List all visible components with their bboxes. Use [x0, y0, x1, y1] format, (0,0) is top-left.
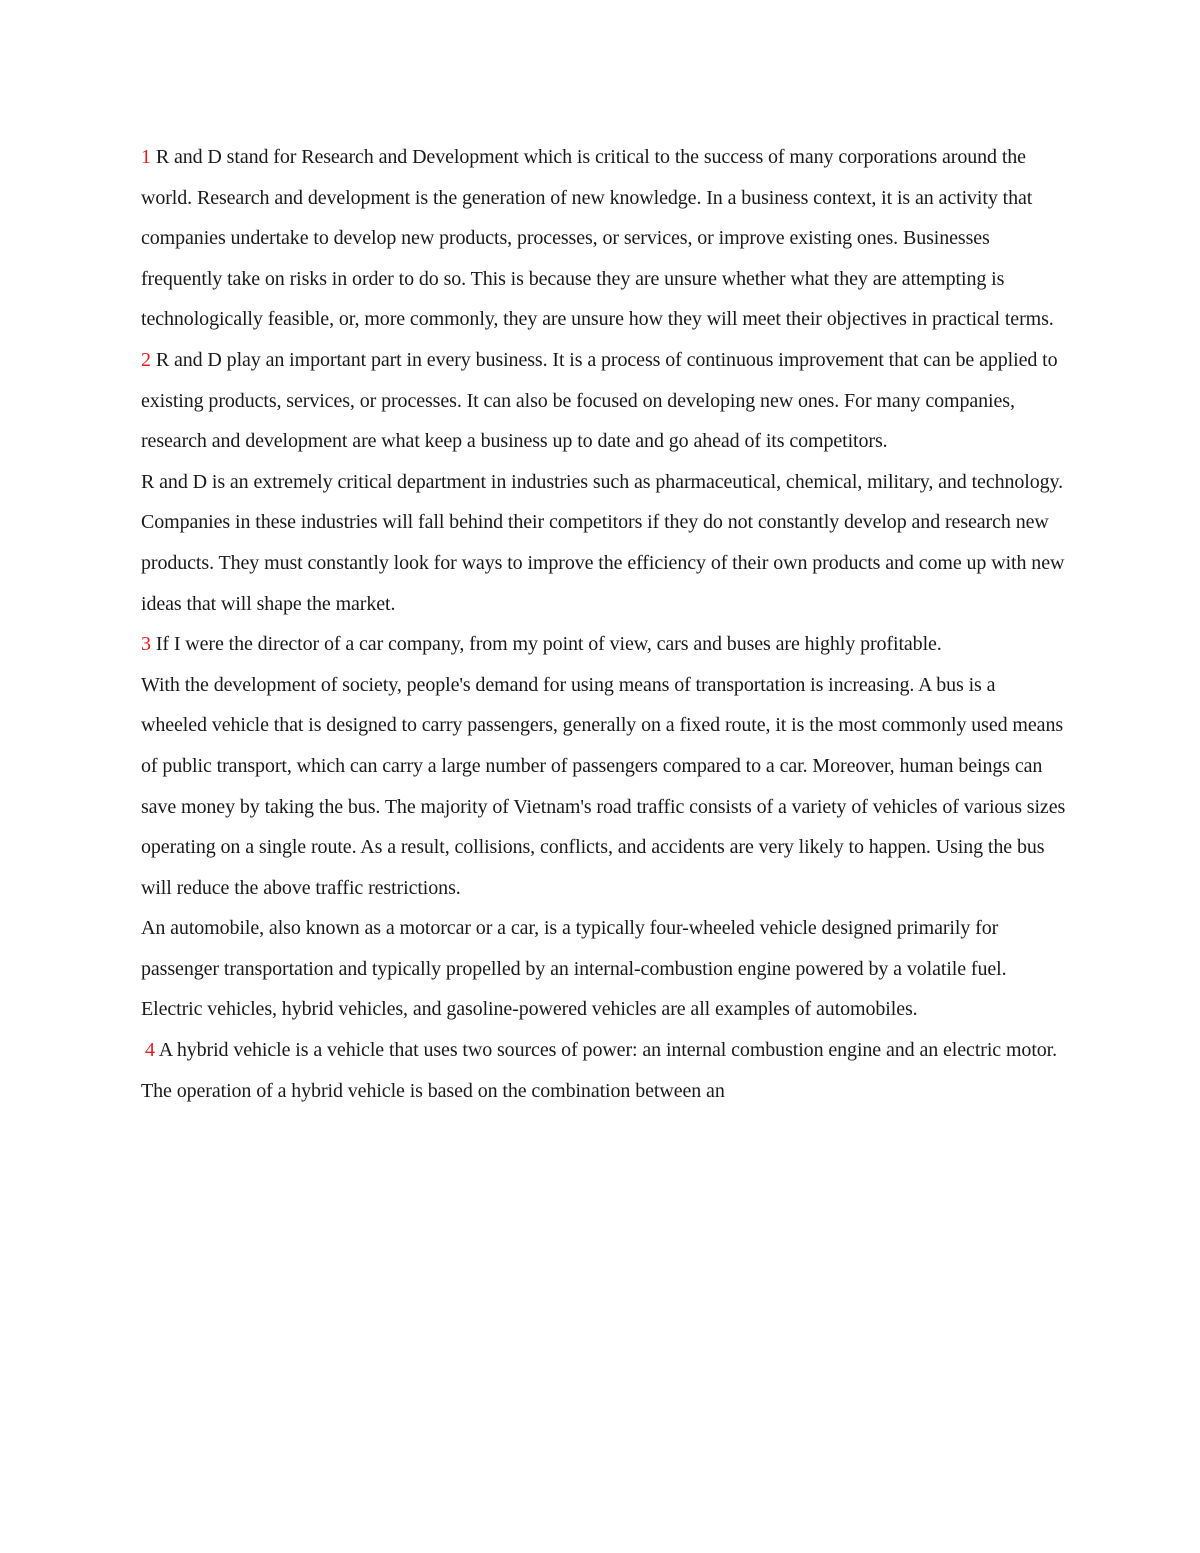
paragraph-7: [141, 1030, 1066, 1111]
paragraph-text: R and D stand for Research and Development which is critical to the success of many corporations around the world. Research and development is the generation of new knowledge. In a business context, it is an activity that companies undertake to develop new products, processes, or services, or improve existing ones. Businesses frequently take on risks in order to do so. This is because they are unsure whether what they are attempting is technologically feasible, or, more commonly, they are unsure how they will meet their objectives in practical terms.: [141, 146, 1054, 331]
paragraph-3: [141, 462, 1066, 624]
paragraph-text: An automobile, also known as a motorcar or a car, is a typically four-wheeled vehicle designed primarily for passenger transportation and typically propelled by an internal-combustion engine powered by a volatile fuel. Electric vehicles, hybrid vehicles, and gasoline-powered vehicles are all examples of automobiles.: [141, 917, 1007, 1021]
section-number-3: 3: [141, 633, 151, 656]
paragraph-4: [141, 624, 1066, 665]
paragraph-6: [141, 908, 1066, 1030]
paragraph-1: [141, 137, 1066, 340]
paragraph-text: With the development of society, people's demand for using means of transportation is increasing. A bus is a wheeled vehicle that is designed to carry passengers, generally on a fixed route, it is the most commonly used means of public transport, which can carry a large number of passengers compared to a car. Moreover, human beings can save money by taking the bus. The majority of Vietnam's road traffic consists of a variety of vehicles of various sizes operating on a single route. As a result, collisions, conflicts, and accidents are very likely to happen. Using the bus will reduce the above traffic restrictions.: [141, 673, 1066, 899]
section-number-1: 1: [141, 146, 151, 168]
paragraph-text: A hybrid vehicle is a vehicle that uses two sources of power: an internal combustion engine and an electric motor. The operation of a hybrid vehicle is based on the combination between an: [141, 1039, 1058, 1102]
paragraph-text: R and D is an extremely critical department in industries such as pharmaceutical, chemical, military, and technology. Companies in these industries will fall behind their competitors if they do not constantly develop and research new products. They must constantly look for ways to improve the efficiency of their own products and come up with new ideas that will shape the market.: [141, 470, 1065, 615]
document-body: [141, 137, 1066, 1111]
paragraph-5: [141, 665, 1066, 909]
section-number-2: 2: [141, 348, 151, 371]
section-number-4: 4: [145, 1039, 155, 1062]
paragraph-2: [141, 340, 1066, 462]
paragraph-text: If I were the director of a car company, from my point of view, cars and buses are highly profitable.: [155, 633, 942, 656]
paragraph-text: R and D play an important part in every business. It is a process of continuous improvement that can be applied to existing products, services, or processes. It can also be focused on developing new ones. For many companies, research and development are what keep a business up to date and go ahead of its competitors.: [141, 348, 1058, 453]
